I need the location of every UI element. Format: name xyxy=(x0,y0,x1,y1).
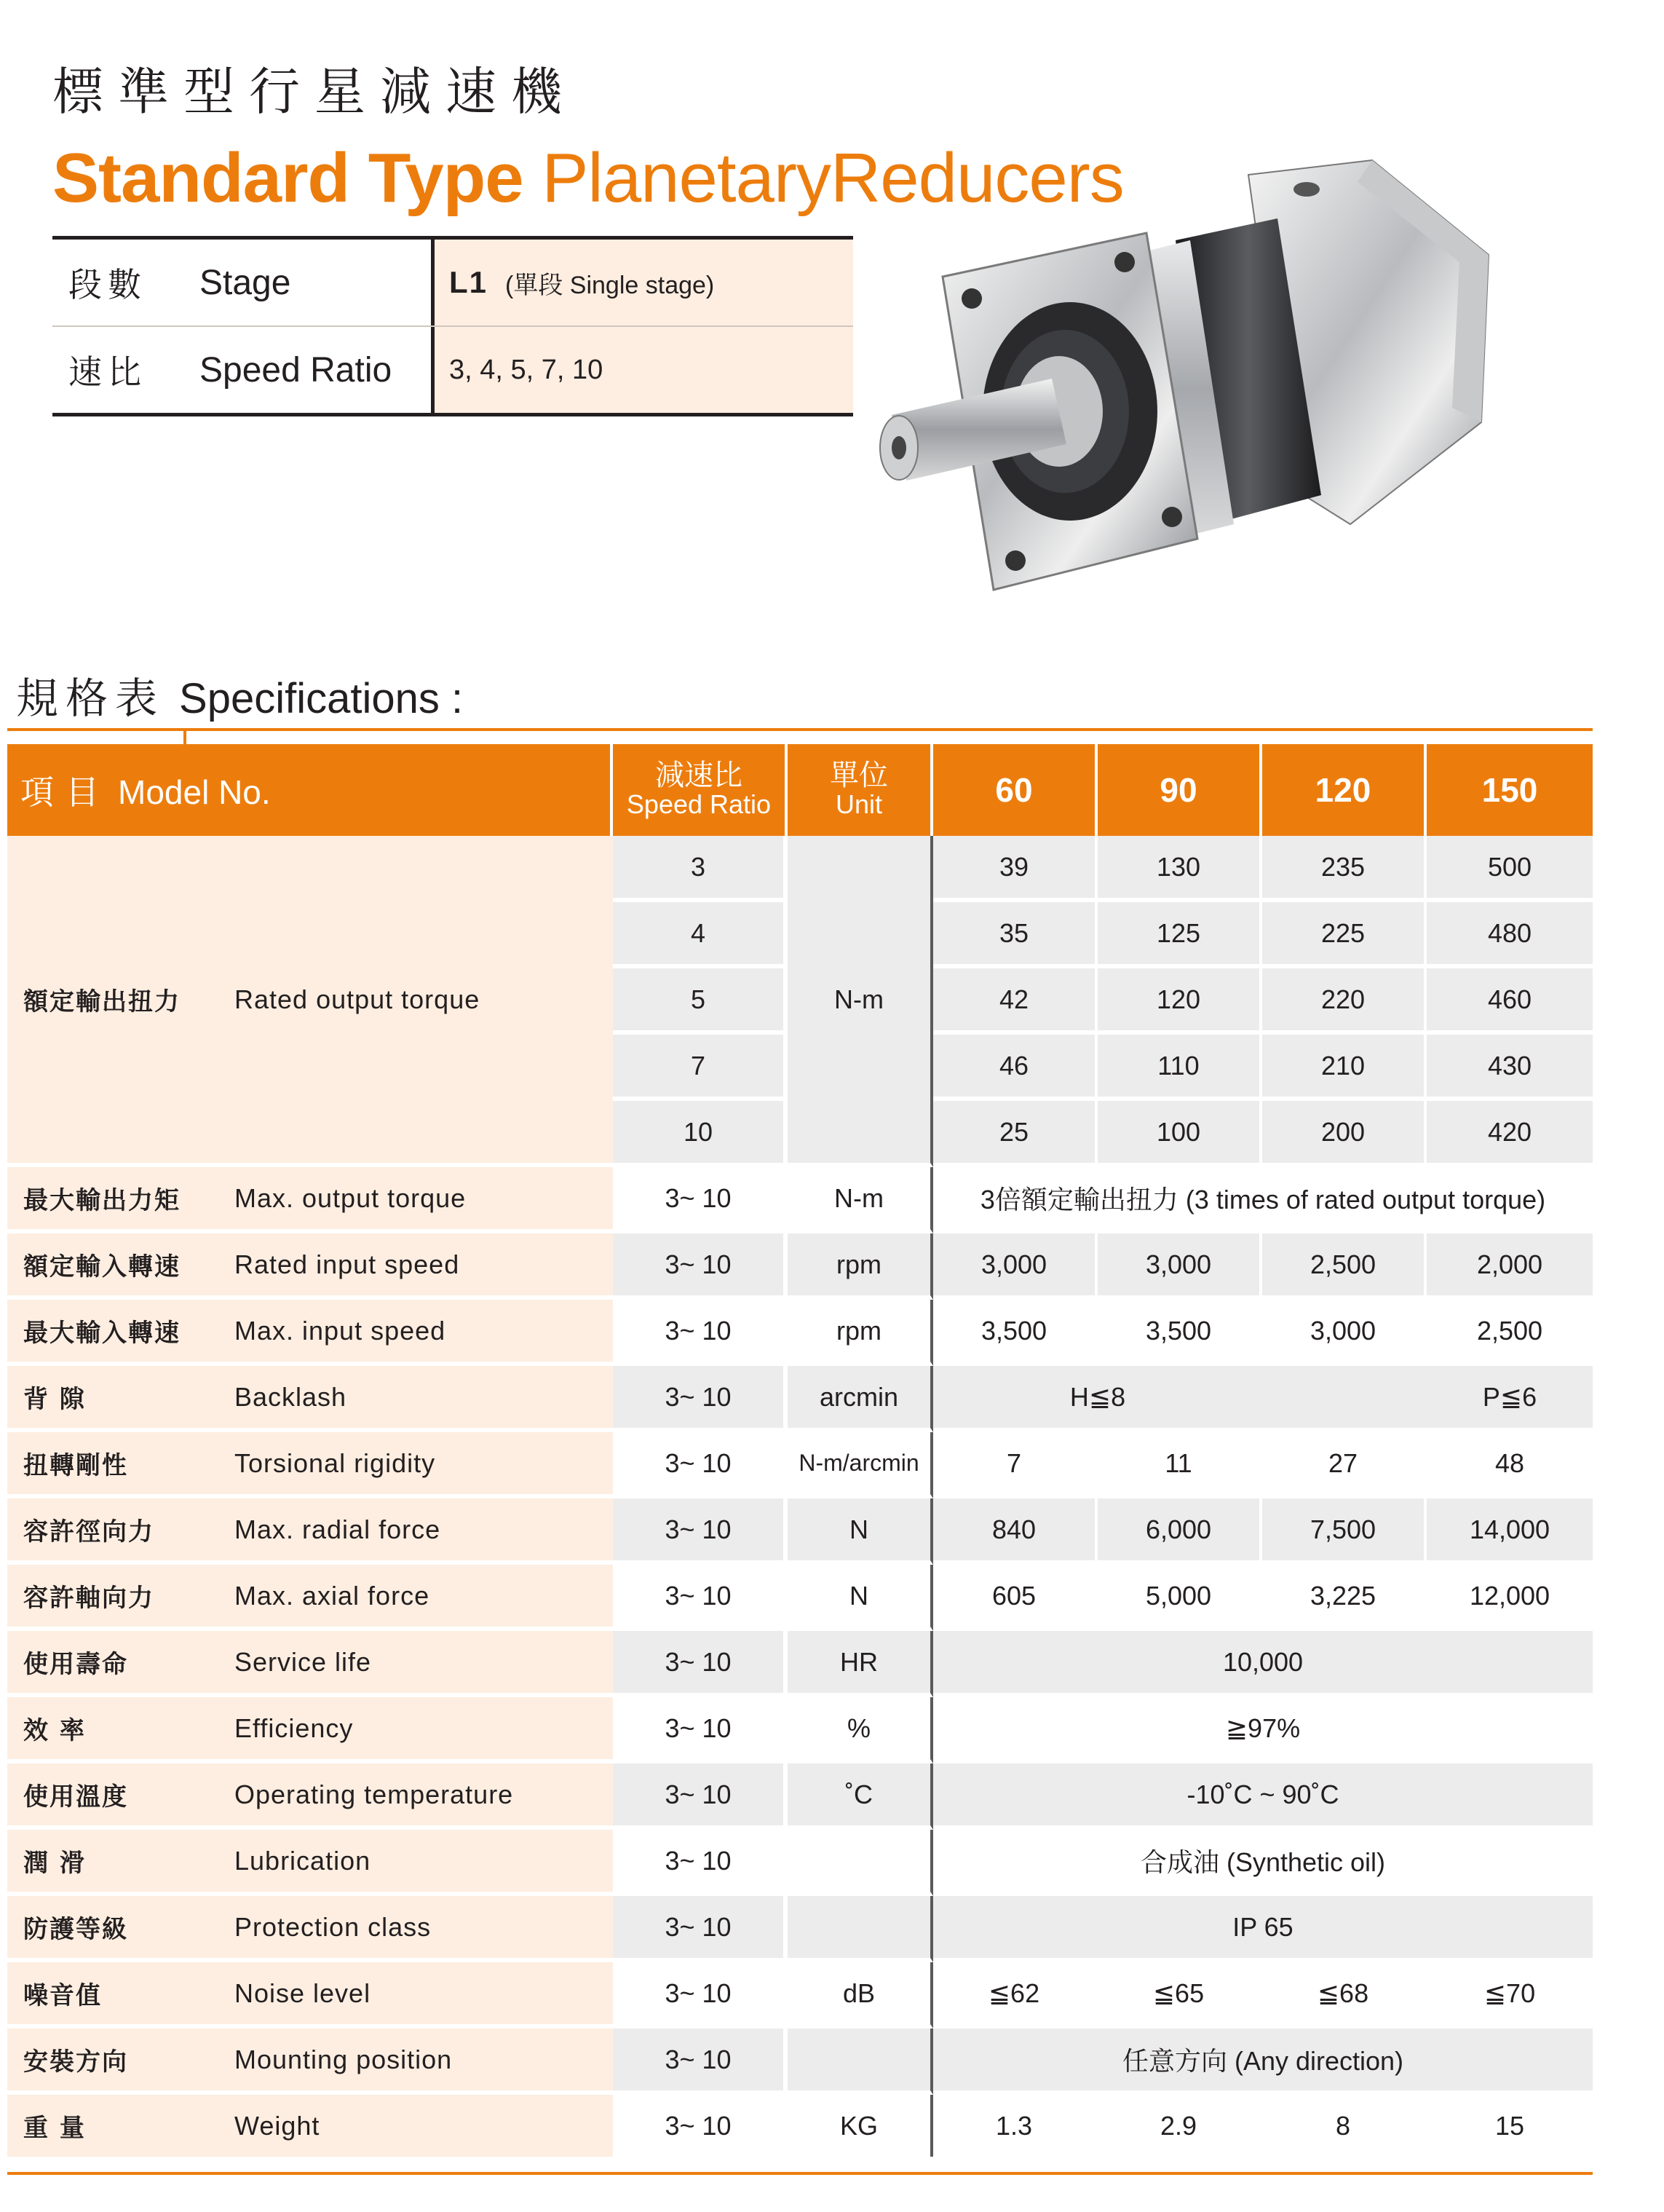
mounting-value: 任意方向 (Any direction) xyxy=(933,2029,1593,2095)
value-cell: 39 xyxy=(933,836,1098,902)
model-header-en: Model No. xyxy=(118,773,271,811)
backlash-h-value: H≦8 xyxy=(933,1366,1262,1432)
value-cell: 11 xyxy=(1098,1432,1262,1498)
ratio-cell: 3 xyxy=(613,836,788,902)
value-cell: 210 xyxy=(1262,1035,1427,1101)
value-cell: 2,500 xyxy=(1262,1233,1427,1300)
spec-table xyxy=(7,744,1593,2157)
value-cell: 7,500 xyxy=(1262,1498,1427,1565)
unit-header-en: Unit xyxy=(835,789,883,819)
unit-cell xyxy=(788,1896,933,1962)
unit-header-cn: 單位 xyxy=(830,759,888,791)
value-cell: 840 xyxy=(933,1498,1098,1565)
title-en-bold: Standard Type xyxy=(52,139,523,217)
value-cell: 46 xyxy=(933,1035,1098,1101)
service-life-value: 10,000 xyxy=(933,1631,1593,1697)
ratio-column-header xyxy=(613,744,788,836)
unit-cell: dB xyxy=(788,1962,933,2029)
rated-speed-label-en: Rated input speed xyxy=(234,1233,613,1300)
value-cell: 420 xyxy=(1427,1101,1593,1167)
value-cell: 3,500 xyxy=(933,1300,1098,1366)
ratio-cell: 3~ 10 xyxy=(613,1366,788,1432)
value-cell: 15 xyxy=(1427,2095,1593,2157)
ratio-cell: 3~ 10 xyxy=(613,1233,788,1300)
value-cell: 2,500 xyxy=(1427,1300,1593,1366)
ratio-cell: 3~ 10 xyxy=(613,1631,788,1697)
size-header-120: 120 xyxy=(1262,744,1427,836)
value-cell: 3,225 xyxy=(1262,1565,1427,1631)
value-cell: 6,000 xyxy=(1098,1498,1262,1565)
temperature-label-cn: 使用溫度 xyxy=(7,1763,234,1830)
value-cell: 500 xyxy=(1427,836,1593,902)
service-life-row xyxy=(7,1631,1593,1697)
stage-label-cn: 段數 xyxy=(68,265,147,304)
speed-ratio-row xyxy=(52,325,853,413)
value-cell: 1.3 xyxy=(933,2095,1098,2157)
value-cell: ≦65 xyxy=(1098,1962,1262,2029)
value-cell: 2.9 xyxy=(1098,2095,1262,2157)
value-cell: 5,000 xyxy=(1098,1565,1262,1631)
ratio-cell: 3~ 10 xyxy=(613,1300,788,1366)
ratio-cell: 3~ 10 xyxy=(613,1167,788,1233)
protection-row xyxy=(7,1896,1593,1962)
max-speed-row xyxy=(7,1300,1593,1366)
weight-row xyxy=(7,2095,1593,2157)
value-cell: 42 xyxy=(933,968,1098,1035)
value-cell: 8 xyxy=(1262,2095,1427,2157)
size-header-60: 60 xyxy=(933,744,1098,836)
ratio-cell: 10 xyxy=(613,1101,788,1167)
unit-cell: HR xyxy=(788,1631,933,1697)
value-cell: 480 xyxy=(1427,902,1593,968)
value-cell: 3,000 xyxy=(933,1233,1098,1300)
radial-force-row xyxy=(7,1498,1593,1565)
radial-force-label-en: Max. radial force xyxy=(234,1498,613,1565)
stage-value-main: L1 xyxy=(449,265,488,299)
spec-header-row xyxy=(7,744,1593,836)
value-cell: 100 xyxy=(1098,1101,1262,1167)
unit-cell: % xyxy=(788,1697,933,1763)
ratio-cell: 5 xyxy=(613,968,788,1035)
value-cell: ≦62 xyxy=(933,1962,1098,2029)
stage-label xyxy=(52,240,435,325)
rated-speed-label-cn: 額定輸入轉速 xyxy=(7,1233,234,1300)
value-cell: ≦70 xyxy=(1427,1962,1593,2029)
efficiency-value: ≧97% xyxy=(933,1697,1593,1763)
value-cell: 220 xyxy=(1262,968,1427,1035)
value-cell: 110 xyxy=(1098,1035,1262,1101)
unit-cell xyxy=(788,2029,933,2095)
protection-label-cn: 防護等級 xyxy=(7,1896,234,1962)
unit-cell: N xyxy=(788,1498,933,1565)
unit-cell: arcmin xyxy=(788,1366,933,1432)
value-cell: 120 xyxy=(1098,968,1262,1035)
table-bottom-rule xyxy=(7,2172,1593,2175)
unit-cell: rpm xyxy=(788,1300,933,1366)
max-torque-value: 3倍額定輸出扭力 (3 times of rated output torque) xyxy=(933,1167,1593,1233)
ratio-cell: 3~ 10 xyxy=(613,1896,788,1962)
protection-value: IP 65 xyxy=(933,1896,1593,1962)
value-cell: 235 xyxy=(1262,836,1427,902)
stage-row xyxy=(52,240,853,325)
ratio-cell: 3~ 10 xyxy=(613,1498,788,1565)
unit-cell: rpm xyxy=(788,1233,933,1300)
unit-cell: ˚C xyxy=(788,1763,933,1830)
value-cell: 225 xyxy=(1262,902,1427,968)
size-header-90: 90 xyxy=(1098,744,1262,836)
lubrication-row xyxy=(7,1830,1593,1896)
noise-row xyxy=(7,1962,1593,2029)
ratio-cell: 3~ 10 xyxy=(613,1697,788,1763)
unit-cell: N xyxy=(788,1565,933,1631)
axial-force-label-en: Max. axial force xyxy=(234,1565,613,1631)
speed-ratio-label-cn: 速比 xyxy=(68,352,147,392)
noise-label-cn: 噪音值 xyxy=(7,1962,234,2029)
efficiency-label-cn: 效 率 xyxy=(7,1697,234,1763)
stage-value-detail: (單段 Single stage) xyxy=(505,271,715,299)
value-cell: 14,000 xyxy=(1427,1498,1593,1565)
ratio-cell: 7 xyxy=(613,1035,788,1101)
service-life-label-en: Service life xyxy=(234,1631,613,1697)
ratio-cell: 4 xyxy=(613,902,788,968)
ratio-header-cn: 減速比 xyxy=(655,759,742,791)
rated-speed-row xyxy=(7,1233,1593,1300)
weight-label-cn: 重 量 xyxy=(7,2095,234,2157)
mounting-label-en: Mounting position xyxy=(234,2029,613,2095)
max-speed-label-cn: 最大輸入轉速 xyxy=(7,1300,234,1366)
value-cell: 2,000 xyxy=(1427,1233,1593,1300)
temperature-label-en: Operating temperature xyxy=(234,1763,613,1830)
rated-torque-label-cn: 額定輸出扭力 xyxy=(7,836,234,1167)
value-cell: 430 xyxy=(1427,1035,1593,1101)
ratio-cell: 3~ 10 xyxy=(613,1830,788,1896)
backlash-p-value: P≦6 xyxy=(1427,1366,1593,1432)
page-title-cn: 標準型行星減速機 xyxy=(52,62,577,122)
temperature-row xyxy=(7,1763,1593,1830)
unit-cell: KG xyxy=(788,2095,933,2157)
title-en-light: PlanetaryReducers xyxy=(542,139,1124,217)
rigidity-row xyxy=(7,1432,1593,1498)
max-speed-label-en: Max. input speed xyxy=(234,1300,613,1366)
value-cell: 125 xyxy=(1098,902,1262,968)
mounting-label-cn: 安裝方向 xyxy=(7,2029,234,2095)
radial-force-label-cn: 容許徑向力 xyxy=(7,1498,234,1565)
backlash-row xyxy=(7,1366,1593,1432)
ratio-cell: 3~ 10 xyxy=(613,1565,788,1631)
size-header-150: 150 xyxy=(1427,744,1593,836)
value-cell: 605 xyxy=(933,1565,1098,1631)
backlash-label-cn: 背 隙 xyxy=(7,1366,234,1432)
value-cell: 3,500 xyxy=(1098,1300,1262,1366)
unit-cell xyxy=(788,1830,933,1896)
value-cell: 48 xyxy=(1427,1432,1593,1498)
max-torque-row xyxy=(7,1167,1593,1233)
max-torque-label-cn: 最大輸出力矩 xyxy=(7,1167,234,1233)
backlash-empty-cell xyxy=(1262,1366,1427,1432)
noise-label-en: Noise level xyxy=(234,1962,613,2029)
lubrication-label-en: Lubrication xyxy=(234,1830,613,1896)
backlash-label-en: Backlash xyxy=(234,1366,613,1432)
model-column-header xyxy=(7,744,613,836)
spec-divider-tick xyxy=(183,728,186,746)
value-cell: 7 xyxy=(933,1432,1098,1498)
planetary-reducer-photo xyxy=(870,146,1510,655)
protection-label-en: Protection class xyxy=(234,1896,613,1962)
unit-column-header xyxy=(788,744,933,836)
ratio-cell: 3~ 10 xyxy=(613,1763,788,1830)
rigidity-label-cn: 扭轉剛性 xyxy=(7,1432,234,1498)
axial-force-row xyxy=(7,1565,1593,1631)
stage-value xyxy=(435,240,853,325)
axial-force-label-cn: 容許軸向力 xyxy=(7,1565,234,1631)
value-cell: 130 xyxy=(1098,836,1262,902)
rated-torque-row xyxy=(7,836,1593,902)
ratio-cell: 3~ 10 xyxy=(613,2095,788,2157)
value-cell: 3,000 xyxy=(1262,1300,1427,1366)
value-cell: 35 xyxy=(933,902,1098,968)
max-torque-label-en: Max. output torque xyxy=(234,1167,613,1233)
speed-ratio-label-en: Speed Ratio xyxy=(199,350,392,390)
value-cell: 460 xyxy=(1427,968,1593,1035)
temperature-value: -10˚C ~ 90˚C xyxy=(933,1763,1593,1830)
value-cell: 3,000 xyxy=(1098,1233,1262,1300)
efficiency-label-en: Efficiency xyxy=(234,1697,613,1763)
ratio-cell: 3~ 10 xyxy=(613,1962,788,2029)
stage-label-en: Stage xyxy=(199,263,291,302)
rated-torque-label-en: Rated output torque xyxy=(234,836,613,1167)
value-cell: 25 xyxy=(933,1101,1098,1167)
spec-divider xyxy=(7,728,1593,731)
value-cell: ≦68 xyxy=(1262,1962,1427,2029)
ratio-cell: 3~ 10 xyxy=(613,2029,788,2095)
unit-cell: N-m xyxy=(788,1167,933,1233)
stage-table xyxy=(52,236,853,416)
rigidity-label-en: Torsional rigidity xyxy=(234,1432,613,1498)
value-cell: 12,000 xyxy=(1427,1565,1593,1631)
ratio-cell: 3~ 10 xyxy=(613,1432,788,1498)
speed-ratio-value: 3, 4, 5, 7, 10 xyxy=(435,327,853,413)
spec-heading-en: Specifications : xyxy=(179,675,464,722)
speed-ratio-label xyxy=(52,327,435,413)
mounting-row xyxy=(7,2029,1593,2095)
value-cell: 27 xyxy=(1262,1432,1427,1498)
ratio-header-en: Speed Ratio xyxy=(626,789,772,819)
lubrication-label-cn: 潤 滑 xyxy=(7,1830,234,1896)
value-cell: 200 xyxy=(1262,1101,1427,1167)
spec-heading xyxy=(16,664,463,725)
model-header-cn: 項目 xyxy=(20,773,111,811)
spec-heading-cn: 規格表 xyxy=(16,674,165,723)
unit-cell: N-m xyxy=(788,836,933,1167)
weight-label-en: Weight xyxy=(234,2095,613,2157)
unit-cell: N-m/arcmin xyxy=(788,1432,933,1498)
service-life-label-cn: 使用壽命 xyxy=(7,1631,234,1697)
efficiency-row xyxy=(7,1697,1593,1763)
lubrication-value: 合成油 (Synthetic oil) xyxy=(933,1830,1593,1896)
